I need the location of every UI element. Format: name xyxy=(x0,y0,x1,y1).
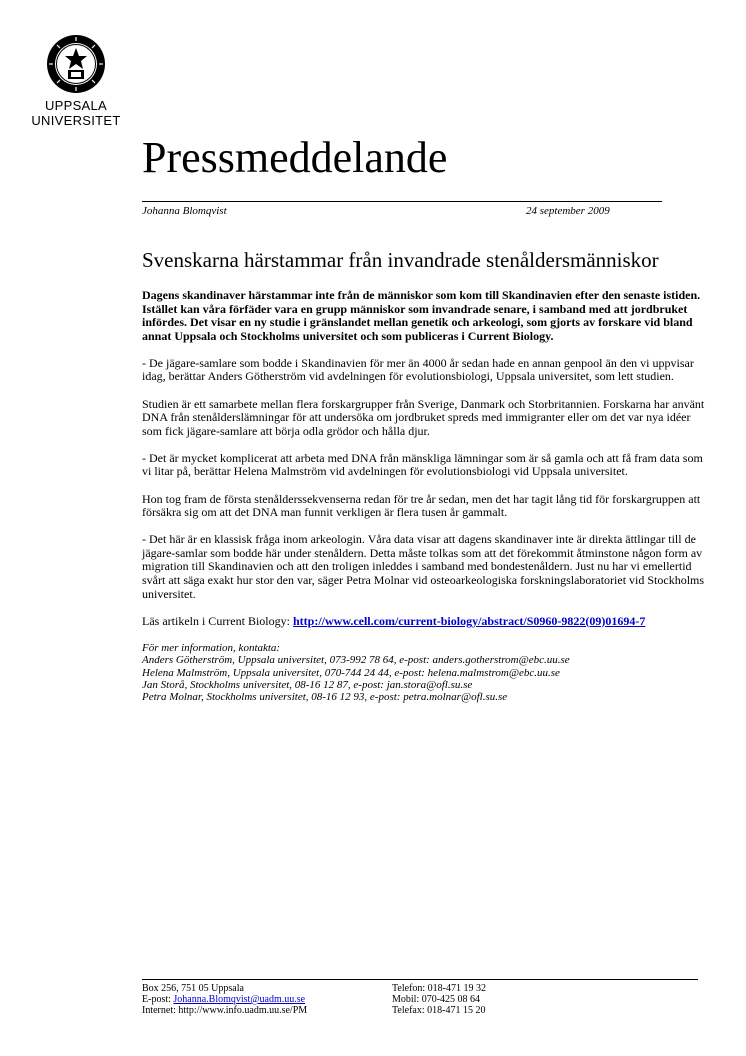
university-name-line1: UPPSALA xyxy=(44,98,108,113)
university-name-line2: UNIVERSITET xyxy=(31,113,121,128)
university-name xyxy=(0,98,152,128)
footer-email-link[interactable]: Johanna.Blomqvist@uadm.uu.se xyxy=(173,994,306,1005)
footer-email-line xyxy=(142,994,307,1005)
contact-list xyxy=(142,642,708,704)
header-divider xyxy=(142,201,662,202)
footer-email-label: E-post: xyxy=(142,994,174,1005)
article-reference xyxy=(142,615,708,629)
press-headline: Svenskarna härstammar från invandrade stenåldersmänniskor xyxy=(142,248,659,272)
contact-item: Helena Malmström, Uppsala universitet, 070-744 24 44, e-post: helena.malmstrom@ebc.uu.se xyxy=(142,666,560,679)
contact-heading: För mer information, kontakta: xyxy=(142,641,281,654)
footer-fax: Telefax: 018-471 15 20 xyxy=(392,1005,486,1016)
article-link[interactable]: http://www.cell.com/current-biology/abstract/S0960-9822(09)01694-7 xyxy=(292,613,646,628)
body-paragraph: - De jägare-samlare som bodde i Skandinavien för mer än 4000 år sedan hade en annan genpool än den vi uppvisar idag, berättar Anders Götherström vid avdelningen för evolutionsbiologi, Uppsala universitet, som lett studien. xyxy=(142,355,694,384)
document-title: Pressmeddelande xyxy=(142,133,448,182)
press-body xyxy=(142,289,708,704)
body-paragraph: - Det är mycket komplicerat att arbeta med DNA från mänskliga lämningar som är så gamla och att få fram data som vi litar på, berättar Helena Malmström vid avdelningen för evolutionsbiologi vid Uppsala universitet. xyxy=(142,450,703,479)
footer-internet: Internet: http://www.info.uadm.uu.se/PM xyxy=(142,1005,308,1016)
footer-divider xyxy=(142,979,698,980)
publication-date: 24 september 2009 xyxy=(526,205,610,217)
body-paragraph: Hon tog fram de första stenålderssekvenserna redan för tre år sedan, men det har tagit lång tid för forskargruppen att försäkra sig om att det DNA man funnit verkligen är flera tusen år gammalt. xyxy=(142,491,701,520)
author-name: Johanna Blomqvist xyxy=(142,205,227,217)
footer-address: Box 256, 751 05 Uppsala xyxy=(142,983,244,994)
footer-mobile: Mobil: 070-425 08 64 xyxy=(392,994,481,1005)
contact-item: Jan Storå, Stockholms universitet, 08-16 12 87, e-post: jan.stora@ofl.su.se xyxy=(142,679,473,691)
contact-item: Petra Molnar, Stockholms universitet, 08-16 12 93, e-post: petra.molnar@ofl.su.se xyxy=(142,691,508,704)
footer-contact-left xyxy=(142,983,307,1016)
footer-contact-right xyxy=(392,983,486,1016)
lead-paragraph: Dagens skandinaver härstammar inte från de människor som kom till Skandinavien efter den senaste istiden. Istället kan våra förfäder vara en grupp människor som invandrade senare, i samband med att jordbruket infördes. Det visar en ny studie i gränslandet mellan genetik och arkeologi, som gjorts av forskare vid bland annat Uppsala och Stockholms universitet och som publiceras i Current Biology. xyxy=(142,288,701,343)
contact-item: Anders Götherström, Uppsala universitet, 073-992 78 64, e-post: anders.gotherstrom@ebc.uu.se xyxy=(142,654,570,667)
footer-phone: Telefon: 018-471 19 32 xyxy=(392,983,487,994)
body-paragraph: - Det här är en klassisk fråga inom arkeologin. Våra data visar att dagens skandinaver inte är direkta ättlingar till de jägare-samlar som bodde här under stenåldern. Detta måste tolkas som att det förekommit åtminstone någon form av migration till Skandinavien och att den troligen inleddes i samband med bondestenåldern. Just nu har vi emellertid svårt att säga exakt hur stor den var, säger Petra Molnar vid osteoarkeologiska forskningslaboratoriet vid Stockholms universitet. xyxy=(142,532,705,601)
university-seal xyxy=(46,34,106,94)
article-prefix: Läs artikeln i Current Biology: xyxy=(142,613,293,628)
body-paragraph: Studien är ett samarbete mellan flera forskargrupper från Sverige, Danmark och Storbritannien. Forskarna har använt DNA från stenålderslämningar för att undersöka om jordbruket spreds med immigranter eller om det var nya idéer som fick jägare-samlare att börja odla grödor och hålla djur. xyxy=(142,396,705,438)
